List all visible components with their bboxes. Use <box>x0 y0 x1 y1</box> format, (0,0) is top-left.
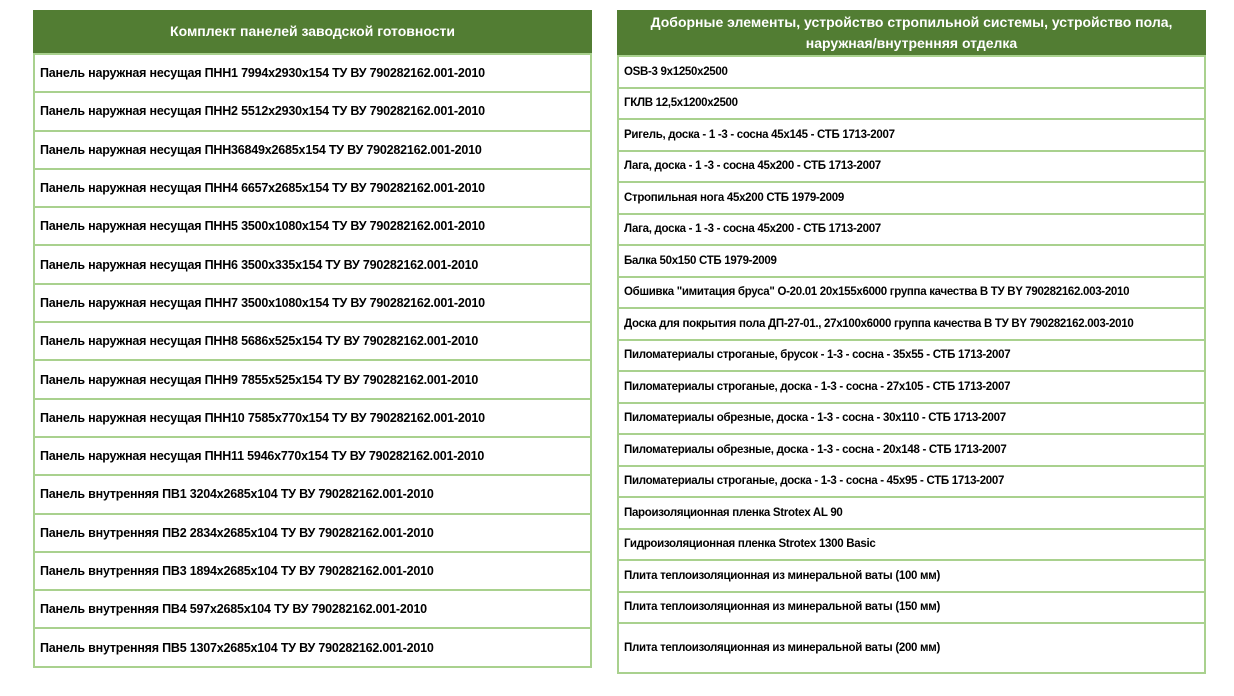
table-row: Панель наружная несущая ПНН5 3500х1080х154 ТУ ВУ 790282162.001-2010 <box>33 206 592 246</box>
table-row: Пароизоляционная пленка Strotex AL 90 <box>617 496 1206 530</box>
materials-table <box>617 10 1206 674</box>
table-row: Плита теплоизоляционная из минеральной ваты (150 мм) <box>617 591 1206 625</box>
table-row: Панель внутренняя ПВ3 1894х2685х104 ТУ ВУ 790282162.001-2010 <box>33 551 592 591</box>
table-row: Плита теплоизоляционная из минеральной ваты (200 мм) <box>617 622 1206 674</box>
materials-table-body <box>617 55 1206 674</box>
table-row: Панель наружная несущая ПНН4 6657х2685х154 ТУ ВУ 790282162.001-2010 <box>33 168 592 208</box>
table-row: Пиломатериалы обрезные, доска - 1-3 - сосна - 20х148 - СТБ 1713-2007 <box>617 433 1206 467</box>
table-row: Панель наружная несущая ПНН7 3500х1080х154 ТУ ВУ 790282162.001-2010 <box>33 283 592 323</box>
table-row: Пиломатериалы строганые, доска - 1-3 - сосна - 27х105 - СТБ 1713-2007 <box>617 370 1206 404</box>
panels-table <box>33 10 592 668</box>
table-row: OSB-3 9х1250х2500 <box>617 55 1206 89</box>
table-row: Панель наружная несущая ПНН6 3500х335х154 ТУ ВУ 790282162.001-2010 <box>33 244 592 284</box>
table-row: Панель наружная несущая ПНН2 5512х2930х154 ТУ ВУ 790282162.001-2010 <box>33 91 592 131</box>
table-row: Обшивка "имитация бруса" О-20.01 20х155х6000 группа качества В ТУ BY 790282162.003-2010 <box>617 276 1206 310</box>
panels-table-header <box>33 10 592 53</box>
table-row: Доска для покрытия пола ДП-27-01., 27х100х6000 группа качества В ТУ BY 790282162.003-2010 <box>617 307 1206 341</box>
table-row: Пиломатериалы строганые, доска - 1-3 - сосна - 45х95 - СТБ 1713-2007 <box>617 465 1206 499</box>
table-row: Панель внутренняя ПВ1 3204х2685х104 ТУ ВУ 790282162.001-2010 <box>33 474 592 514</box>
materials-table-header <box>617 10 1206 55</box>
materials-table-title: Доборные элементы, устройство стропильной системы, устройство пола, наружная/внутренняя отделка <box>650 14 1173 51</box>
table-row: Панель наружная несущая ПНН36849х2685х154 ТУ ВУ 790282162.001-2010 <box>33 130 592 170</box>
table-row: Панель внутренняя ПВ5 1307х2685х104 ТУ ВУ 790282162.001-2010 <box>33 627 592 667</box>
table-row: Пиломатериалы обрезные, доска - 1-3 - сосна - 30х110 - СТБ 1713-2007 <box>617 402 1206 436</box>
table-row: Панель внутренняя ПВ2 2834х2685х104 ТУ ВУ 790282162.001-2010 <box>33 513 592 553</box>
table-row: Панель наружная несущая ПНН11 5946х770х154 ТУ ВУ 790282162.001-2010 <box>33 436 592 476</box>
table-row: Плита теплоизоляционная из минеральной ваты (100 мм) <box>617 559 1206 593</box>
table-row: Панель наружная несущая ПНН8 5686х525х154 ТУ ВУ 790282162.001-2010 <box>33 321 592 361</box>
table-row: Гидроизоляционная пленка Strotex 1300 Basic <box>617 528 1206 562</box>
table-row: Панель наружная несущая ПНН10 7585х770х154 ТУ ВУ 790282162.001-2010 <box>33 398 592 438</box>
table-row: Панель внутренняя ПВ4 597х2685х104 ТУ ВУ 790282162.001-2010 <box>33 589 592 629</box>
table-row: Панель наружная несущая ПНН1 7994х2930х154 ТУ ВУ 790282162.001-2010 <box>33 53 592 93</box>
table-row: Пиломатериалы строганые, брусок - 1-3 - сосна - 35х55 - СТБ 1713-2007 <box>617 339 1206 373</box>
table-row: Лага, доска - 1 -3 - сосна 45х200 - СТБ 1713-2007 <box>617 213 1206 247</box>
panels-table-body <box>33 53 592 668</box>
table-row: ГКЛВ 12,5х1200х2500 <box>617 87 1206 121</box>
panels-table-title: Комплект панелей заводской готовности <box>170 23 455 40</box>
table-row: Лага, доска - 1 -3 - сосна 45х200 - СТБ 1713-2007 <box>617 150 1206 184</box>
table-row: Ригель, доска - 1 -3 - сосна 45х145 - СТБ 1713-2007 <box>617 118 1206 152</box>
table-row: Балка 50х150 СТБ 1979-2009 <box>617 244 1206 278</box>
table-row: Панель наружная несущая ПНН9 7855х525х154 ТУ ВУ 790282162.001-2010 <box>33 359 592 399</box>
table-row: Стропильная нога 45х200 СТБ 1979-2009 <box>617 181 1206 215</box>
